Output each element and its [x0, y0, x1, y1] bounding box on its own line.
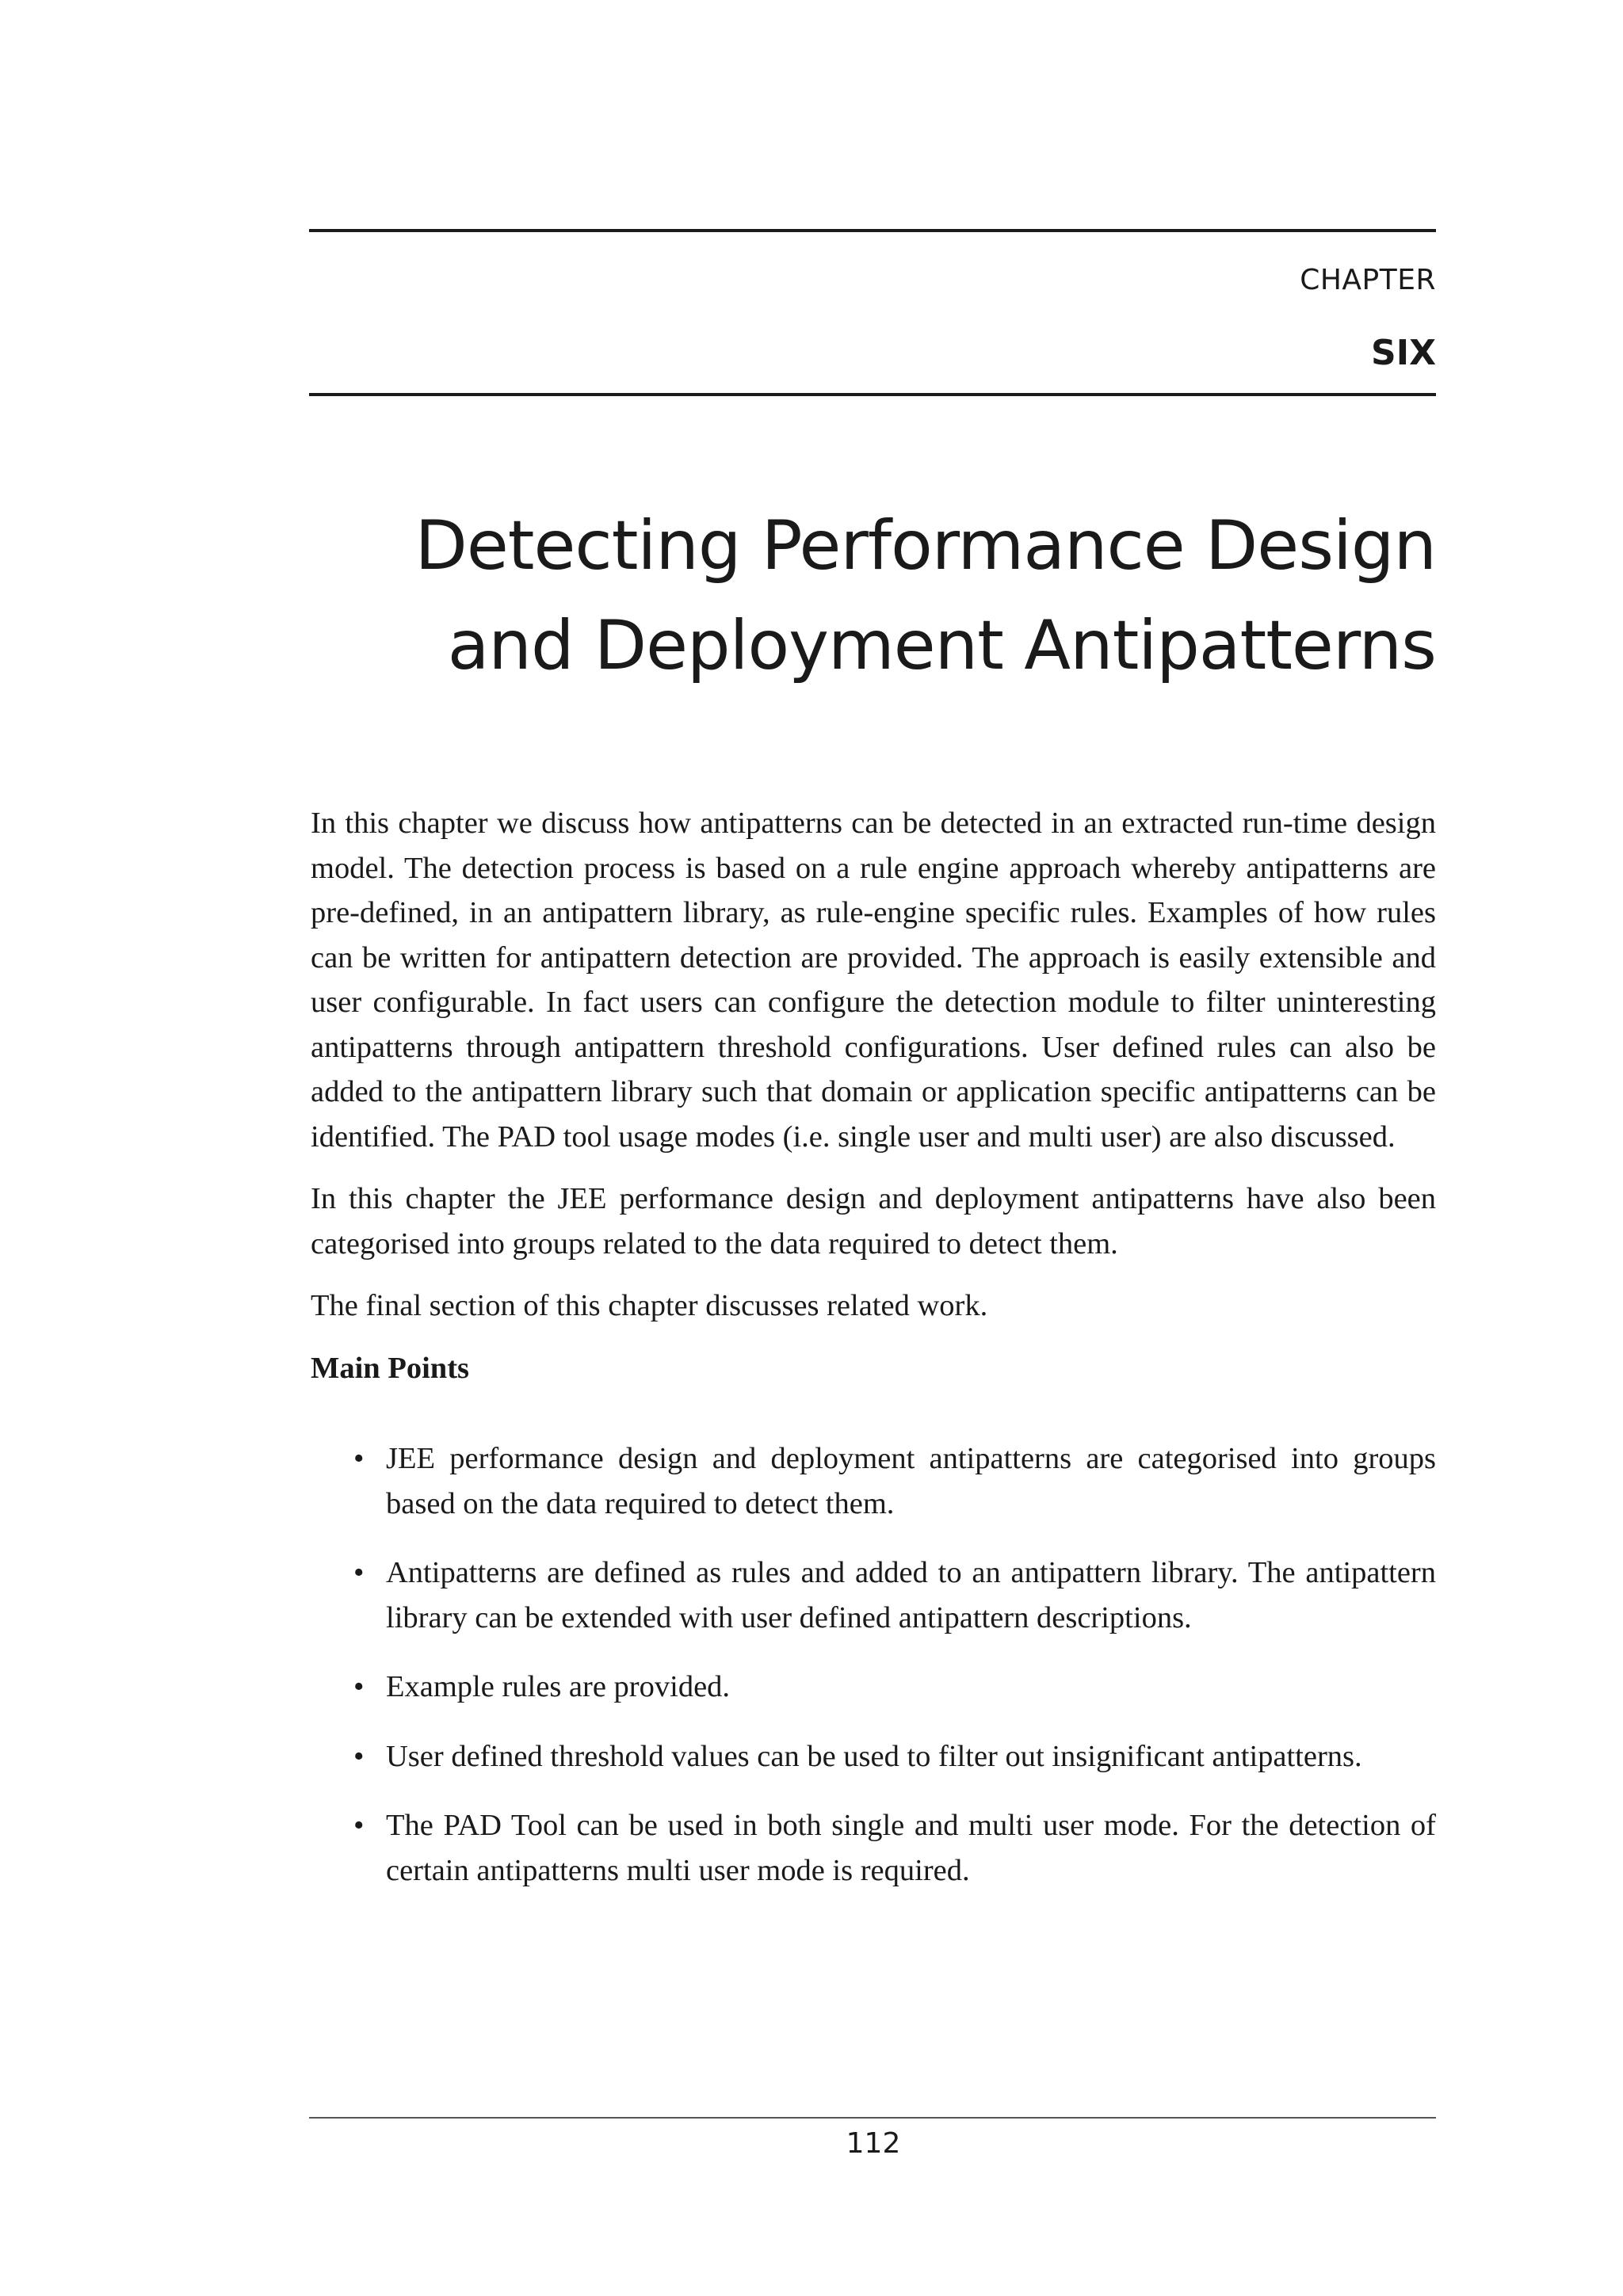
bullet-icon: •	[353, 1442, 365, 1475]
footer-rule	[309, 2117, 1436, 2119]
intro-paragraph-2: In this chapter the JEE performance design and deployment antipatterns have also been categorised into groups related to the data required to detect them.	[311, 1182, 1436, 1261]
list-item	[353, 1665, 1436, 1710]
chapter-bottom-rule	[309, 393, 1436, 396]
list-item-text: The PAD Tool can be used in both single and multi user mode. For the detection of certain antipatterns multi user mode is required.	[386, 1809, 1436, 1887]
chapter-title-line-2: and Deployment Antipatterns	[447, 606, 1436, 685]
page-number: 112	[846, 2127, 901, 2160]
chapter-top-rule	[309, 229, 1436, 232]
chapter-number: SIX	[1371, 333, 1436, 373]
main-points-heading: Main Points	[311, 1351, 470, 1385]
bullet-icon: •	[353, 1809, 365, 1842]
chapter-title-line-1: Detecting Performance Design	[414, 506, 1436, 585]
list-item	[353, 1436, 1436, 1526]
intro-paragraph-1: In this chapter we discuss how antipatterns can be detected in an extracted run-time design model. The detection process is based on a rule engine approach whereby antipatterns are pre-defined, in an antipattern library, as rule-engine specific rules. Examples of how rules can be written for antipattern detection are provided. The approach is easily extensible and user configurable. In fact users can configure the detection module to filter uninteresting antipatterns through antipattern threshold configurations. User defined rules can also be added to the antipattern library such that domain or application specific antipatterns can be identified. The PAD tool usage modes (i.e. single user and multi user) are also discussed.	[311, 807, 1436, 1154]
chapter-title	[309, 496, 1436, 696]
bullet-icon: •	[353, 1556, 365, 1589]
chapter-body	[311, 801, 1436, 1917]
bullet-icon: •	[353, 1739, 365, 1773]
list-item-text: JEE performance design and deployment antipatterns are categorised into groups based on the data required to detect them.	[386, 1442, 1436, 1520]
list-item	[353, 1734, 1436, 1779]
bullet-icon: •	[353, 1670, 365, 1703]
chapter-label: CHAPTER	[1300, 264, 1436, 296]
list-item-text: Example rules are provided.	[386, 1670, 731, 1703]
list-item-text: Antipatterns are defined as rules and added to an antipattern library. The antipattern library can be extended with user defined antipattern descriptions.	[386, 1556, 1436, 1634]
list-item	[353, 1550, 1436, 1640]
list-item	[353, 1803, 1436, 1893]
main-points-list	[311, 1436, 1436, 1893]
intro-paragraph-3: The final section of this chapter discusses related work.	[311, 1289, 988, 1322]
list-item-text: User defined threshold values can be used to filter out insignificant antipatterns.	[386, 1739, 1362, 1773]
